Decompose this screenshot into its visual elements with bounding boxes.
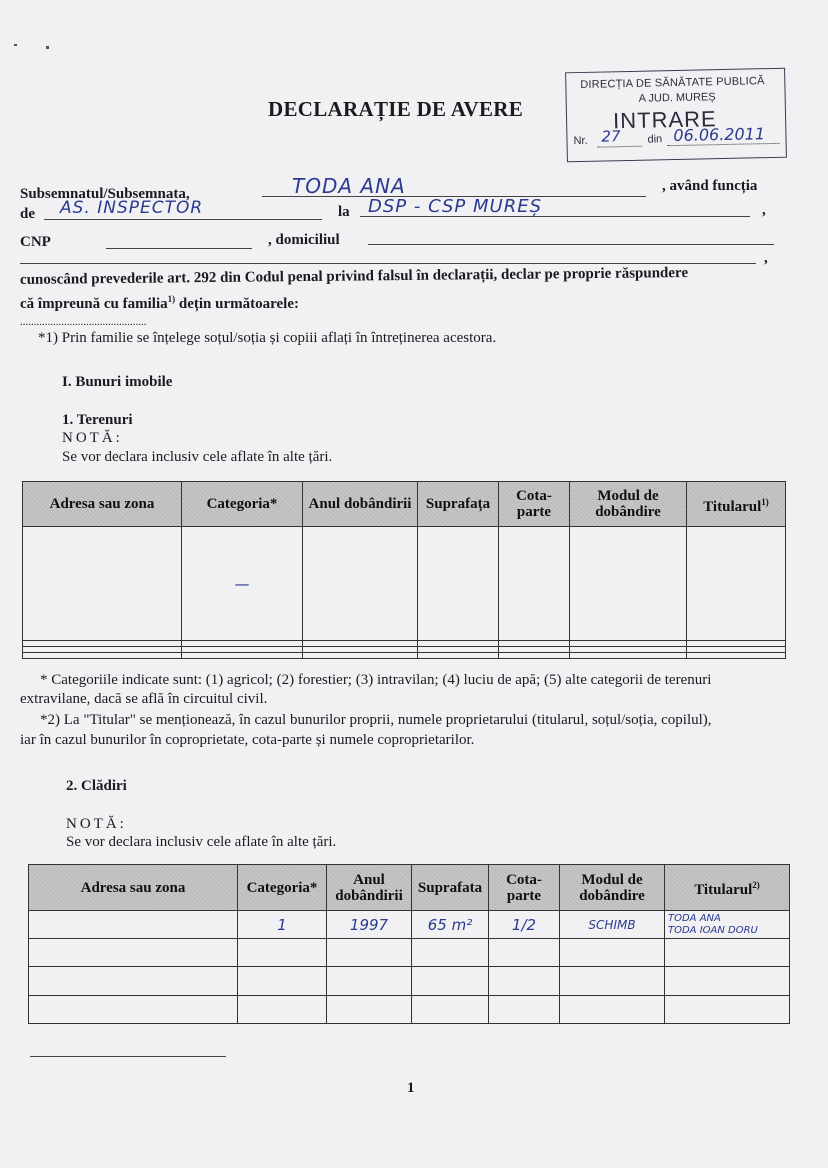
t2-header-adresa: Adresa sau zona <box>29 865 238 911</box>
comma-2: , <box>764 250 768 266</box>
stamp-line-3: INTRARE <box>612 106 717 134</box>
intro-line-2-sup: 1) <box>167 294 176 304</box>
t2-row1-titular-1: TODA ANA <box>668 912 721 924</box>
intro-line-2-b: dețin următoarele: <box>175 296 300 312</box>
stamp-nr-label: Nr. <box>573 134 588 148</box>
de-label: de <box>20 206 35 222</box>
t1-header-modul: Modul de dobândire <box>570 482 687 527</box>
la-label: la <box>338 204 350 220</box>
cnp-line <box>106 248 252 249</box>
intro-dots: .............................................. <box>20 316 147 328</box>
domiciliul-line <box>368 244 774 245</box>
table-row <box>29 911 790 939</box>
section-1-sub: 1. Terenuri <box>62 412 133 428</box>
t2-header-modul: Modul de dobândire <box>560 865 665 911</box>
t1-header-titular-text: Titularul <box>703 498 762 515</box>
t1-header-adresa: Adresa sau zona <box>23 482 182 527</box>
intro-line-1: cunoscând prevederile art. 292 din Codul penal privind falsul în declarații, declar pe proprie răspundere <box>19 265 689 288</box>
domiciliul-label: , domiciliul <box>268 232 340 248</box>
t2-row1-titular <box>665 911 790 939</box>
t2-row1-anul: 1997 <box>327 911 412 939</box>
t1-categoria-mark: — <box>182 527 303 641</box>
intro-line-2-a: că împreună cu familia <box>20 296 168 312</box>
t1-header-suprafata: Suprafața <box>418 482 499 527</box>
t1-header-categoria: Categoria* <box>182 482 303 527</box>
functia-label: , având funcția <box>662 178 758 194</box>
table-row <box>23 653 786 659</box>
stamp-line-2: A JUD. MUREȘ <box>638 91 716 105</box>
t2-header-titular-text: Titularul <box>694 882 753 898</box>
t2-row1-modul: SCHIMB <box>560 911 665 939</box>
section-1-heading: I. Bunuri imobile <box>62 374 173 390</box>
table-row <box>29 967 790 995</box>
page-number: 1 <box>407 1080 415 1096</box>
subsemnatul-label: Subsemnatul/Subsemnata, <box>20 186 190 202</box>
t1-header-titular <box>687 482 786 527</box>
intro-footnote: *1) Prin familie se înțelege soțul/soția și copiii aflați în întreținerea acestora. <box>38 330 497 346</box>
stamp-nr-line <box>598 146 642 148</box>
t2-row1-cota: 1/2 <box>489 911 560 939</box>
section-2-nota-text: Se vor declara inclusiv cele aflate în alte țări. <box>66 834 337 850</box>
t2-header-anul: Anul dobândirii <box>327 865 412 911</box>
table-row <box>29 939 790 967</box>
t2-header-titular-sup: 2) <box>752 880 760 890</box>
la-value: DSP - CSP MUREȘ <box>368 196 542 217</box>
t2-header-cota: Cota-parte <box>489 865 560 911</box>
t1-header-cota: Cota-parte <box>499 482 570 527</box>
la-line <box>360 216 750 217</box>
stamp-din-value: 06.06.2011 <box>673 124 766 146</box>
section-1-note-1b: extravilane, dacă se află în circuitul civil. <box>20 691 268 707</box>
intro-line-2 <box>20 294 299 313</box>
stamp-din-label: din <box>647 133 663 146</box>
section-1-note-1: * Categoriile indicate sunt: (1) agricol; (2) forestier; (3) intravilan; (4) luciu de apă; (5) alte categorii de terenuri <box>40 672 712 688</box>
section-1-note-2: *2) La "Titular" se menționează, în cazul bunurilor proprii, numele proprietarului (titularul, soțul/soția, copilul), <box>40 712 712 728</box>
section-1-nota: NOTĂ: <box>62 430 123 446</box>
scan-speck <box>46 46 49 49</box>
footnote-separator <box>30 1056 226 1057</box>
section-2-nota: NOTĂ: <box>66 816 127 832</box>
terenuri-table <box>22 481 786 659</box>
registration-stamp <box>565 68 787 163</box>
t1-header-titular-sup: 1) <box>761 496 769 507</box>
t2-header-categoria: Categoria* <box>238 865 327 911</box>
stamp-line-1: DIRECȚIA DE SĂNĂTATE PUBLICĂ <box>580 75 765 91</box>
section-1-nota-text: Se vor declara inclusiv cele aflate în alte țări. <box>62 449 333 465</box>
t1-header-anul: Anul dobândirii <box>303 482 418 527</box>
functia-value: AS. INSPECTOR <box>60 198 204 218</box>
cladiri-table <box>28 864 790 1024</box>
table-row <box>29 995 790 1023</box>
t2-header-titular <box>665 865 790 911</box>
stamp-nr-value: 27 <box>601 127 621 146</box>
section-1-note-2b: iar în cazul bunurilor în coproprietate, cota-parte și numele coproprietarilor. <box>20 732 475 748</box>
functia-line <box>44 219 322 220</box>
table-row <box>23 527 786 641</box>
t2-header-suprafata: Suprafata <box>412 865 489 911</box>
t2-row1-titular-2: TODA IOAN DORU <box>668 924 758 936</box>
cnp-label: CNP <box>20 234 51 250</box>
section-2-sub: 2. Clădiri <box>66 778 127 794</box>
t2-row1-suprafata: 65 m² <box>412 911 489 939</box>
name-value: TODA ANA <box>292 174 406 198</box>
t2-row1-categoria: 1 <box>238 911 327 939</box>
comma-1: , <box>762 202 766 218</box>
domiciliul-line-2 <box>20 263 756 264</box>
page-title: DECLARAȚIE DE AVERE <box>268 97 524 121</box>
scan-speck <box>14 44 17 46</box>
